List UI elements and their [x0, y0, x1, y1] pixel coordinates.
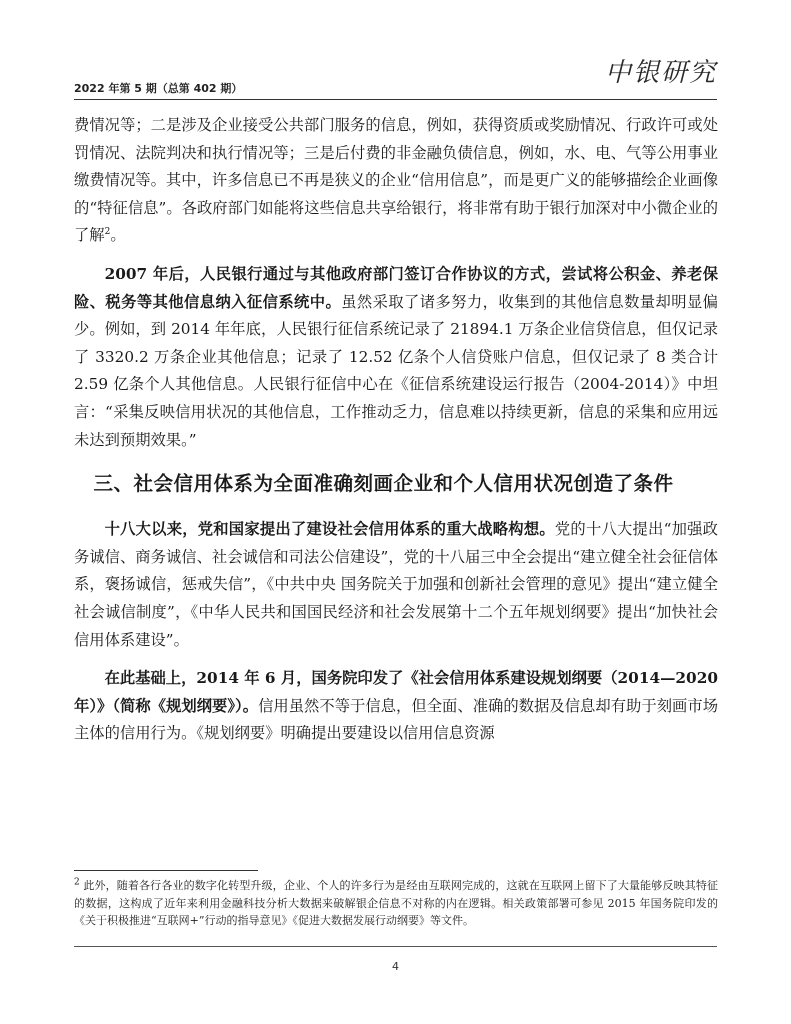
paragraph-2-lead: 2007 年后，人民银行通过与其他政府部门签订合作协议的方式，尝试将公积金、养老保险、税务等其他信息纳入征信系统中。: [74, 264, 718, 311]
paragraph-4-text: 信用虽然不等于信息，但全面、准确的数据及信息却有助于刻画市场主体的信用行为。《规划纲要》明确提出要建设以信用信息资源: [74, 696, 718, 743]
paragraph-1-text: 费情况等；二是涉及企业接受公共部门服务的信息，例如，获得资质或奖励情况、行政许可或处罚情况、法院判决和执行情况等；三是后付费的非金融负债信息，例如，水、电、气等公用事业缴费情况等。其中，许多信息已不再是狭义的企业“信用信息”，而是更广义的能够描绘企业画像的“特征信息”。各政府部门如能将这些信息共享给银行，将非常有助于银行加深对中小微企业的了解: [74, 116, 718, 245]
paragraph-3: [74, 516, 718, 654]
page-header: [74, 52, 717, 100]
footnote-ref[interactable]: 2: [104, 227, 111, 238]
brand-logo: 中银研究: [604, 58, 717, 88]
paragraph-4-lead: 在此基础上，2014 年 6 月，国务院印发了《社会信用体系建设规划纲要（2014—2020 年）》（简称《规划纲要》）。: [74, 669, 718, 715]
footer-divider: [74, 946, 717, 947]
paragraph-3-text: 党的十八大提出“加强政务诚信、商务诚信、社会诚信和司法公信建设”，党的十八届三中全会提出“建立健全社会征信体系，褒扬诚信，惩戒失信”，《中共中央 国务院关于加强和创新社会管理的意见》提出“建立健全社会诚信制度”，《中华人民共和国国民经济和社会发展第十二个五年规划纲要》提出“加快社会信用体系建设”。: [74, 520, 718, 649]
section-heading: 三、社会信用体系为全面准确刻画企业和个人信用状况创造了条件: [93, 472, 674, 496]
issue-label: 2022 年第 5 期（总第 402 期）: [74, 82, 243, 95]
footnote-text: 此外，随着各行各业的数字化转型升级，企业、个人的许多行为是经由互联网完成的，这就在互联网上留下了大量能够反映其特征的数据，这构成了近年来利用金融科技分析大数据来破解银企信息不对称的内在逻辑。相关政策部署可参见 2015 年国务院印发的《关于积极推进“互联网+”行动的指导意见》《促进大数据发展行动纲要》等文件。: [74, 879, 718, 928]
paragraph-2: [74, 261, 718, 454]
main-content: [74, 112, 718, 759]
header-divider: [74, 99, 717, 100]
footnote-marker: 2: [74, 877, 80, 888]
paragraph-3-lead: 十八大以来，党和国家提出了建设社会信用体系的重大战略构想。: [104, 520, 555, 539]
paragraph-1: [74, 112, 718, 250]
page-number: 4: [392, 960, 399, 973]
paragraph-4: [74, 665, 718, 748]
footnote: [74, 877, 718, 930]
paragraph-1-end: 。: [110, 226, 126, 245]
footnote-divider: [74, 870, 258, 871]
paragraph-2-text: 虽然采取了诸多努力，收集到的其他信息数量却明显偏少。例如，到 2014 年年底，人民银行征信系统记录了 21894.1 万条企业信贷信息，但仅记录了 3320.2 万条企业其他信息；记录了 12.52 亿条个人信贷账户信息，但仅记录了 8 类合计 2.59 亿条个人其他信息。人民银行征信中心在《征信系统建设运行报告（2004-2014）》中坦言：“采集反映信用状况的其他信息，工作推动乏力，信息难以持续更新，信息的采集和应用远未达到预期效果。”: [74, 292, 718, 449]
